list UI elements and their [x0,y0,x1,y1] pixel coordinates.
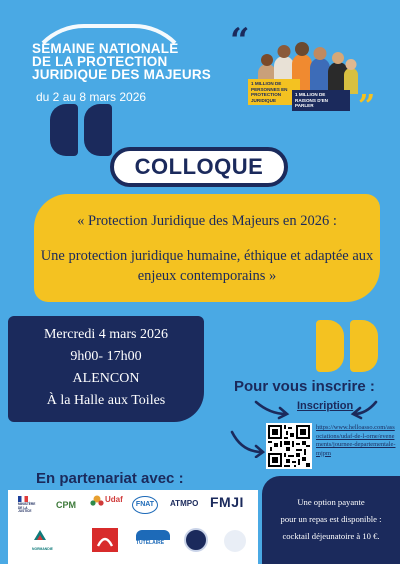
details-text [8,324,204,412]
big-close-quote-icon [316,320,380,372]
arrow-right-icon [252,398,292,420]
brand-line-2: DE LA PROTECTION [32,54,168,69]
partners-title: En partenariat avec : [36,470,184,487]
small-open-quote-icon: “ [230,21,250,61]
orne-partner-logo [224,530,246,552]
option-line-3: cocktail déjeunatoire à 10 €. [282,531,380,541]
event-hours: 9h00- 17h00 [70,349,142,364]
brand-line-1: SEMAINE NATIONALE [32,41,179,56]
option-text [264,494,398,545]
ministere-justice-logo: MINISTÈRE DE LA JUSTICE [18,496,40,514]
option-line-2: pour un repas est disponible : [280,514,382,524]
brand-title [32,42,211,81]
option-line-1: Une option payante [297,497,365,507]
inscription-link[interactable]: Inscription [297,400,354,412]
register-title: Pour vous inscrire : [234,378,375,395]
tutelaire-logo: TUTELAIRE [136,530,172,546]
small-close-quote-icon: ” [358,89,376,124]
fmji-logo: FMJI [210,494,244,510]
round-partner-logo [184,528,208,552]
event-venue: À la Halle aux Toiles [46,393,166,408]
udaf-logo: Udaf [90,494,104,512]
stat-badge-2: 1 MILLION DE RAISONS D'EN PARLER [292,90,350,111]
person-figure [310,58,330,94]
credit-agricole-logo: NORMANDIE [32,528,66,551]
atmp-logo: ATMPO [170,499,199,508]
arrow-left-icon [350,398,380,420]
registration-url[interactable]: https://www.helloasso.com/associations/udaf-de-l-orne/evenements/journee-departementale-mjpm [316,424,396,457]
event-city: ALENCON [72,371,140,386]
theme-subtitle: Une protection juridique humaine, éthique et adaptée aux enjeux contemporains » [40,248,374,284]
cpm-logo: CPM [56,500,76,510]
arrow-qr-icon [228,428,268,458]
brand-line-3: JURIDIQUE DES MAJEURS [32,67,211,82]
event-type-badge: COLLOQUE [110,147,288,187]
partners-logos [8,490,258,564]
brand-dates: du 2 au 8 mars 2026 [36,90,147,104]
qr-code[interactable] [266,423,312,469]
big-open-quote-icon [50,104,114,156]
event-date: Mercredi 4 mars 2026 [43,327,169,342]
stat-badge-1: 1 MILLION DE PERSONNES EN PROTECTION JURIDIQUE [248,79,300,105]
caisse-epargne-logo [92,528,118,552]
theme-title: « Protection Juridique des Majeurs en 2026 : [77,213,337,229]
fnat-logo: FNAT [132,496,158,514]
